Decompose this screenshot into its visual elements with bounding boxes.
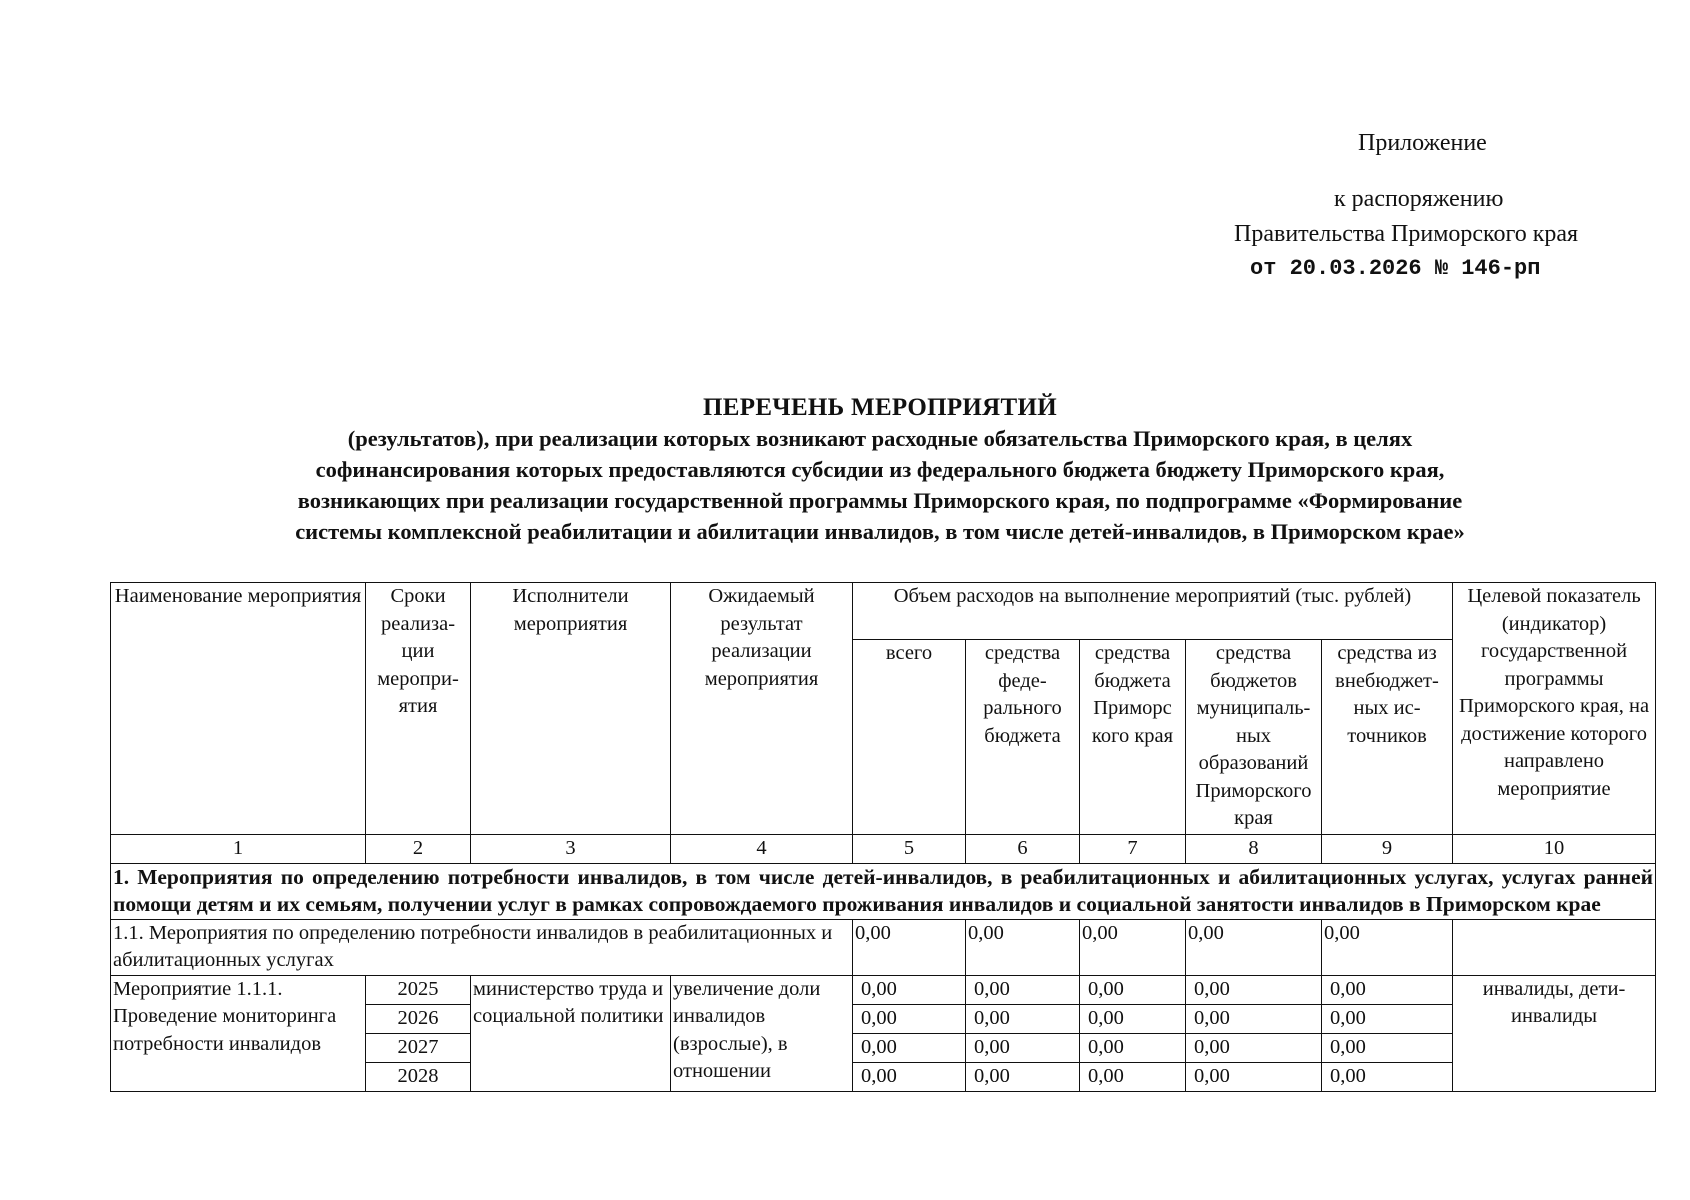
- subsection-row: [111, 919, 1656, 975]
- header-total: всего: [853, 640, 966, 835]
- value-regional: 0,00: [1080, 975, 1186, 1004]
- column-number: 2: [366, 835, 471, 864]
- value-total: 0,00: [853, 1062, 966, 1091]
- header-terms: Сроки реализа-ции меропри-ятия: [366, 583, 471, 835]
- value-regional: 0,00: [1080, 1062, 1186, 1091]
- column-number: 8: [1186, 835, 1322, 864]
- value-municipal: 0,00: [1186, 975, 1322, 1004]
- subsection-federal: 0,00: [966, 919, 1080, 975]
- title-sub-line-4: системы комплексной реабилитации и абилитации инвалидов, в том числе детей-инвалидов, в Приморском крае»: [295, 519, 1465, 544]
- section-1-title: 1. Мероприятия по определению потребности инвалидов, в том числе детей-инвалидов, в реабилитационных и абилитационных услугах, услугах ранней помощи детям и их семьям, получении услуг в рамках сопровождаемого проживания инвалидов и социальной занятости инвалидов в Приморском крае: [111, 863, 1656, 919]
- subsection-municipal: 0,00: [1186, 919, 1322, 975]
- value-municipal: 0,00: [1186, 1033, 1322, 1062]
- measure-year: 2026: [366, 1004, 471, 1033]
- measure-year: 2028: [366, 1062, 471, 1091]
- measures-table: [110, 582, 1656, 1092]
- header-offbudget: средства из внебюджет-ных ис-точников: [1322, 640, 1453, 835]
- column-number: 10: [1453, 835, 1656, 864]
- header-row-1: [111, 583, 1656, 640]
- header-regional: средства бюджета Приморс кого края: [1080, 640, 1186, 835]
- column-number: 6: [966, 835, 1080, 864]
- annex-line-date-number: от 20.03.2026 № 146-рп: [1250, 256, 1541, 281]
- value-total: 0,00: [853, 1004, 966, 1033]
- header-result: Ожидаемый результат реализации мероприятия: [671, 583, 853, 835]
- column-number: 4: [671, 835, 853, 864]
- value-offbudget: 0,00: [1322, 975, 1453, 1004]
- measure-expected-result: увеличение доли инвалидов (взрослые), в отношении: [671, 975, 853, 1091]
- value-offbudget: 0,00: [1322, 1062, 1453, 1091]
- subsection-regional: 0,00: [1080, 919, 1186, 975]
- subsection-target-empty: [1453, 919, 1656, 975]
- column-number: 7: [1080, 835, 1186, 864]
- header-executors: Исполнители мероприятия: [471, 583, 671, 835]
- measure-executor: министерство труда и социальной политики: [471, 975, 671, 1091]
- column-number: 1: [111, 835, 366, 864]
- title-sub-line-2: софинансирования которых предоставляются субсидии из федерального бюджета бюджету Приморского края,: [315, 457, 1445, 482]
- value-federal: 0,00: [966, 1062, 1080, 1091]
- title-main: ПЕРЕЧЕНЬ МЕРОПРИЯТИЙ: [703, 394, 1057, 421]
- annex-line-order: к распоряжению: [1334, 186, 1504, 212]
- value-federal: 0,00: [966, 975, 1080, 1004]
- value-total: 0,00: [853, 1033, 966, 1062]
- value-municipal: 0,00: [1186, 1062, 1322, 1091]
- annex-header: [0, 0, 1690, 300]
- annex-title: Приложение: [1358, 130, 1487, 156]
- document-title: [110, 393, 1650, 547]
- measure-year: 2025: [366, 975, 471, 1004]
- column-number: 9: [1322, 835, 1453, 864]
- value-federal: 0,00: [966, 1033, 1080, 1062]
- measure-target-indicator: инвалиды, дети-инвалиды: [1453, 975, 1656, 1091]
- value-offbudget: 0,00: [1322, 1004, 1453, 1033]
- header-federal: средства феде-рального бюджета: [966, 640, 1080, 835]
- subsection-1-1-label: 1.1. Мероприятия по определению потребности инвалидов в реабилитационных и абилитационных услугах: [111, 919, 853, 975]
- column-number: 5: [853, 835, 966, 864]
- header-target: Целевой показатель (индикатор) государственной программы Приморского края, на достижение которого направлено мероприятие: [1453, 583, 1656, 835]
- header-municipal: средства бюджетов муниципаль-ных образований Приморского края: [1186, 640, 1322, 835]
- value-offbudget: 0,00: [1322, 1033, 1453, 1062]
- header-name: Наименование мероприятия: [111, 583, 366, 835]
- measure-1-1-1-name: Мероприятие 1.1.1. Проведение мониторинга потребности инвалидов: [111, 975, 366, 1091]
- value-municipal: 0,00: [1186, 1004, 1322, 1033]
- column-number: 3: [471, 835, 671, 864]
- header-expenses: Объем расходов на выполнение мероприятий (тыс. рублей): [853, 583, 1453, 640]
- value-regional: 0,00: [1080, 1004, 1186, 1033]
- value-federal: 0,00: [966, 1004, 1080, 1033]
- value-regional: 0,00: [1080, 1033, 1186, 1062]
- measure-row-2025: [111, 975, 1656, 1004]
- column-number-row: [111, 835, 1656, 864]
- annex-line-government: Правительства Приморского края: [1234, 221, 1579, 247]
- measure-year: 2027: [366, 1033, 471, 1062]
- title-sub-line-3: возникающих при реализации государственной программы Приморского края, по подпрограмме «Формирование: [297, 488, 1463, 513]
- subsection-offbudget: 0,00: [1322, 919, 1453, 975]
- value-total: 0,00: [853, 975, 966, 1004]
- section-row: [111, 863, 1656, 919]
- subsection-total: 0,00: [853, 919, 966, 975]
- title-sub-line-1: (результатов), при реализации которых возникают расходные обязательства Приморского края, в целях: [347, 426, 1413, 451]
